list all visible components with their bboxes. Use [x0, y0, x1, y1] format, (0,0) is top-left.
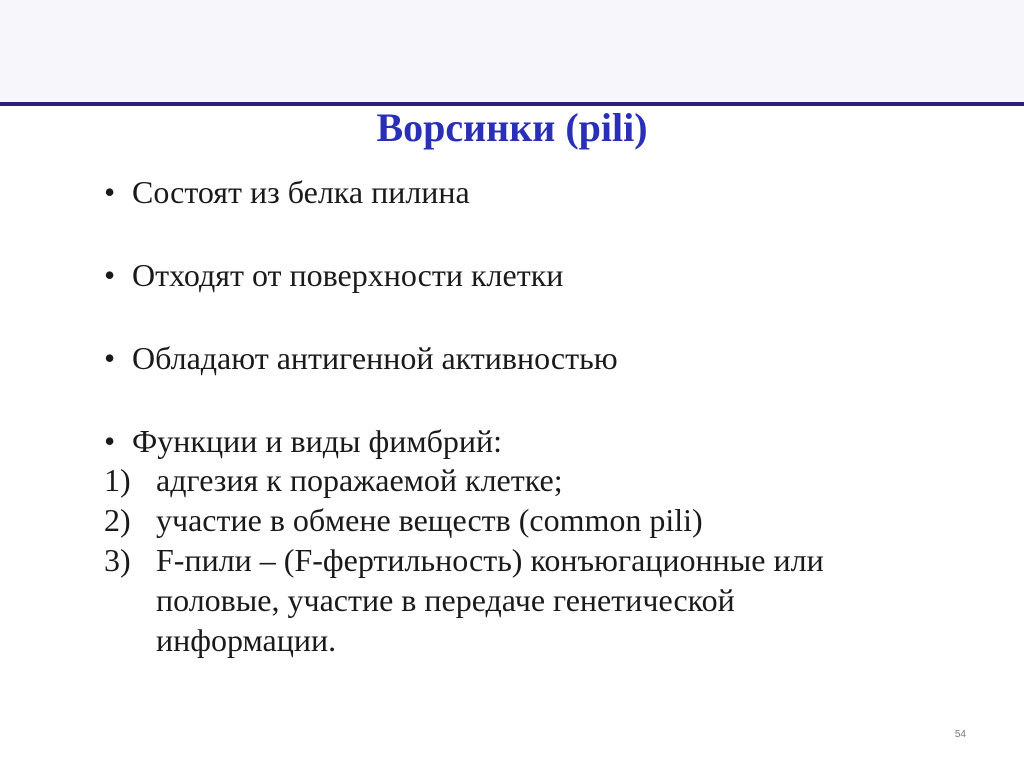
bullet-marker: • [104, 340, 116, 376]
slide-title: Ворсинки (pili) [376, 105, 648, 150]
numbered-item-2 [104, 502, 703, 538]
numbered-item-3-continuation-1: половые, участие в передаче генетической [156, 582, 735, 618]
bullet-marker: • [104, 174, 116, 210]
bullet-text: Обладают антигенной активностью [132, 340, 618, 376]
bullet-text: Функции и виды фимбрий: [132, 423, 502, 459]
numbered-text: адгезия к поражаемой клетке; [156, 462, 563, 498]
numbered-item-3 [104, 542, 824, 578]
bullet-text: Состоят из белка пилина [132, 174, 470, 210]
numbered-text: участие в обмене веществ (common pili) [156, 502, 703, 538]
numbered-text: F-пили – (F-фертильность) конъюгационные или [156, 542, 824, 578]
number-marker: 3) [104, 542, 131, 578]
bullet-marker: • [104, 257, 116, 293]
bullet-marker: • [104, 423, 116, 459]
numbered-item-1 [104, 462, 563, 498]
number-marker: 1) [104, 462, 131, 498]
bullet-item-4 [104, 423, 502, 459]
number-marker: 2) [104, 502, 131, 538]
numbered-item-3-continuation-2: информации. [156, 622, 337, 658]
bullet-item-2 [104, 257, 563, 293]
page-number: 54 [954, 729, 966, 740]
bullet-item-3 [104, 340, 618, 376]
bullet-text: Отходят от поверхности клетки [132, 257, 564, 293]
bullet-item-1 [104, 174, 470, 210]
